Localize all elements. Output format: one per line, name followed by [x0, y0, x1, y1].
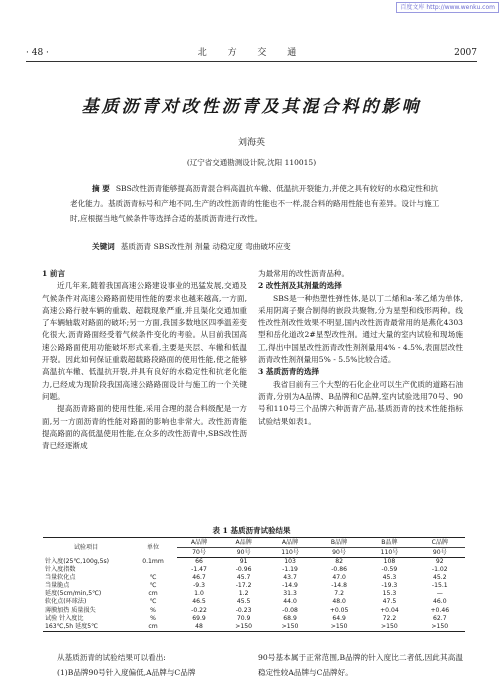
table-cell: -0.22 [191, 606, 207, 614]
header-brand: B品牌 [314, 538, 364, 548]
header-brand: B品牌 [364, 538, 414, 548]
table-cell: -9.3 [193, 582, 205, 590]
page-number: · 48 · [26, 48, 49, 58]
table-cell: -15.1 [431, 582, 448, 590]
table-cell: 44.0 [283, 598, 297, 606]
header-grade: 110号 [364, 548, 414, 558]
table-cell: >150 [235, 622, 252, 630]
paragraph: (1)B品牌90号针入度偏低,A品牌与C品牌 [57, 668, 196, 677]
header-grade: 110号 [266, 548, 314, 558]
section-3-title: 3 基质沥青的选择 [258, 367, 320, 377]
table-cell: -1.19 [282, 566, 298, 574]
row-label: 延度(5cm/min,5℃) [45, 590, 102, 598]
table-row [43, 566, 465, 574]
table-cell: 15.3 [382, 590, 397, 598]
row-unit [129, 566, 177, 574]
abstract-label: 摘 要 [92, 184, 110, 193]
table-cell: 72.2 [382, 614, 397, 622]
abstract-text: SBS改性沥青能够提高沥青混合料高温抗车辙、低温抗开裂能力,并使之具有较好的水稳定性和抗老化能力。基质沥青标号和产地不同,生产的改性沥青的性能也不一样,混合料的路用性能也有差异。设计与施工时,应根据当地气候条件等选择合适的基质沥青进行改性。 [70, 184, 440, 223]
header-unit: 单位 [146, 544, 160, 552]
header-grade: 90号 [314, 548, 364, 558]
table-cell: 103 [284, 558, 296, 565]
table-body [43, 558, 465, 632]
table-cell: 66 [195, 558, 203, 565]
row-label: 软化点(环球法) [45, 598, 87, 606]
table-cell: >150 [281, 622, 299, 630]
table-cell: >150 [381, 622, 398, 630]
table-cell: >150 [330, 622, 348, 630]
paragraph: 为最常用的改性沥青品种。 [258, 269, 350, 278]
header-grade: 70号 [177, 548, 221, 558]
author: 刘海英 [237, 138, 265, 148]
table-cell: -0.23 [235, 606, 252, 614]
bottom-right-text [258, 650, 463, 680]
table-cell: 62.7 [433, 614, 447, 622]
right-column [258, 268, 463, 428]
table-cell: 1.2 [238, 590, 249, 598]
table-cell: 46.5 [192, 598, 206, 606]
table-cell: -0.86 [331, 566, 347, 574]
abstract [70, 181, 440, 226]
row-label: 试验 针入度比 [45, 614, 84, 622]
header-grade: 90号 [415, 548, 465, 558]
table-cell: -1.02 [431, 566, 448, 574]
table-cell: 7.2 [334, 590, 344, 598]
section-2-title: 2 改性剂及其剂量的选择 [258, 281, 342, 291]
table-row [43, 607, 465, 615]
paragraph: SBS是一种热塑性弹性体,是以丁二烯和a-苯乙烯为单体,采用阴离子聚合制得的嵌段共聚物,分为星型和线形两种。线性改性剂改性效果不明显,国内改性沥青最常用的是燕化4303型和岳化道改2#星型改性剂。通过大量的室内试验和现场施工,得出中国星改性沥青改性剂剂量用4% - 4.5%,表面层改性沥青改性剂剂量用5% - 5.5%比较合适。 [258, 293, 463, 365]
watermark: 百度文库 http://www.wenku.com [396, 2, 499, 13]
table-cell: 45.2 [433, 574, 447, 582]
journal-year: 2007 [454, 48, 477, 58]
table-cell: +0.46 [430, 606, 450, 614]
row-unit: ℃ [149, 598, 157, 606]
header-brand: A品牌 [266, 538, 314, 548]
table-cell: 70.9 [236, 614, 251, 622]
table-cell: +0.05 [329, 606, 349, 614]
table-caption: 表 1 基质沥青试验结果 [212, 526, 291, 535]
row-unit: % [150, 606, 156, 614]
table-cell: 47.0 [332, 574, 346, 582]
header-brand: C品牌 [415, 538, 465, 548]
table-cell: 69.9 [192, 614, 206, 622]
table-cell: 108 [383, 558, 396, 565]
table-cell: 46.7 [192, 574, 206, 582]
table-cell: -14.8 [331, 582, 347, 590]
left-column [42, 268, 247, 452]
table-cell: — [436, 590, 443, 598]
header-brand: A品牌 [221, 538, 266, 548]
table-cell: 68.9 [283, 614, 297, 622]
table-cell: 91 [239, 558, 248, 565]
row-label: 薄膜加热 质量损失 [45, 606, 96, 614]
keywords-label: 关键词 [92, 242, 115, 251]
paragraph: 从基质沥青的试验结果可以看出: [57, 653, 166, 662]
paragraph: 提高沥青路面的使用性能,采用合理的混合料级配是一方面,另一方面沥青的性能对路面的影响也非常大。改性沥青能提高路面的高低温使用性能,在众多的改性沥青中,SBS改性沥青已经逐渐成 [42, 404, 247, 451]
paragraph: 90号基本属于正常范围,B品牌的针入度比二者低,因此其高温稳定性较A品牌与C品牌好。 [258, 653, 463, 677]
table-cell: 92 [435, 558, 444, 565]
table-cell: 45.3 [382, 574, 397, 582]
table-cell: +0.04 [380, 606, 399, 614]
section-1-title: 1 前言 [42, 269, 66, 278]
table-cell: -17.2 [235, 582, 252, 590]
table-row [43, 615, 465, 623]
table-row [43, 623, 465, 632]
journal-name: 北 方 交 通 [197, 48, 306, 58]
affiliation: (辽宁省交通勘测设计院,沈阳 110015) [186, 158, 317, 167]
table-cell: >150 [431, 622, 449, 630]
table-cell: 31.3 [283, 590, 297, 598]
table-row [43, 558, 465, 567]
row-label: 当量脆点 [45, 582, 70, 590]
row-unit: 0.1mm [142, 557, 164, 565]
table-cell: 43.7 [283, 574, 297, 582]
paragraph: 近几年来,随着我国高速公路建设事业的迅猛发展,交通及气候条件对高速公路路面使用性能的要求也越来越高,一方面,高速公路行驶车辆的重载、超载现象严重,并且渠化交通加重了车辆轴载对路面的破坏;另一方面,我国多数地区四季温差变化很大,沥青路面经受着气候条件变化的考验。从目前我国高速公路路面使用功能破坏形式来看,主要是夹层、车辙和低温开裂。因此如何保证重载超载路段路面的使用性能,使之能够高温抗车辙、低温抗开裂,并具有良好的水稳定性和抗老化能力,已经成为现阶段我国高速公路路面设计与施工的一个关键问题。 [42, 281, 247, 401]
row-unit: cm [148, 622, 158, 630]
row-label: 当量软化点 [45, 574, 76, 582]
row-label: 针入度指数 [45, 566, 76, 574]
row-unit: ℃ [149, 582, 157, 590]
table-cell: 45.7 [236, 574, 251, 582]
table-cell: 1.0 [194, 590, 204, 598]
table-cell: 48 [195, 622, 203, 630]
table-cell: 47.5 [382, 598, 397, 606]
article-title: 基质沥青对改性沥青及其混合料的影响 [81, 97, 422, 117]
bottom-left-text [42, 650, 252, 680]
table-cell: 48.0 [332, 598, 346, 606]
table-cell: 82 [335, 558, 343, 565]
table-row [43, 590, 465, 598]
asphalt-test-table [43, 537, 465, 632]
table-cell: -19.3 [381, 582, 398, 590]
paragraph: 我省目前有三个大型的石化企业可以生产优质的道路石油沥青,分别为A品牌、B品牌和C品牌,室内试验选用70号、90号和110号三个品牌六种沥青产品,基质沥青的技术性能指标试验结果如表1。 [258, 379, 463, 426]
table-row [43, 574, 465, 582]
table-cell: -0.96 [235, 566, 252, 574]
keywords [70, 241, 440, 252]
table-row [43, 582, 465, 590]
header-divider [26, 61, 477, 62]
row-unit: % [150, 614, 156, 622]
table-row [43, 598, 465, 606]
header-grade: 90号 [221, 548, 266, 558]
table-cell: 45.5 [236, 598, 251, 606]
table-cell: -0.59 [381, 566, 398, 574]
row-unit: cm [148, 590, 158, 598]
row-label: 163℃,5h 延度5℃ [45, 622, 98, 630]
table-cell: -1.47 [191, 566, 207, 574]
table-cell: 46.0 [433, 598, 447, 606]
keywords-text: 基质沥青 SBS改性剂 剂量 动稳定度 弯曲破坏应变 [120, 242, 291, 251]
table-cell: -14.9 [282, 582, 298, 590]
row-unit: ℃ [149, 574, 157, 582]
table-cell: -0.08 [282, 606, 298, 614]
header-item: 试验项目 [73, 544, 99, 552]
page-header [26, 44, 477, 58]
table-cell: 64.9 [332, 614, 346, 622]
header-brand: A品牌 [177, 538, 221, 548]
row-label: 针入度(25℃,100g,5s) [45, 557, 110, 565]
